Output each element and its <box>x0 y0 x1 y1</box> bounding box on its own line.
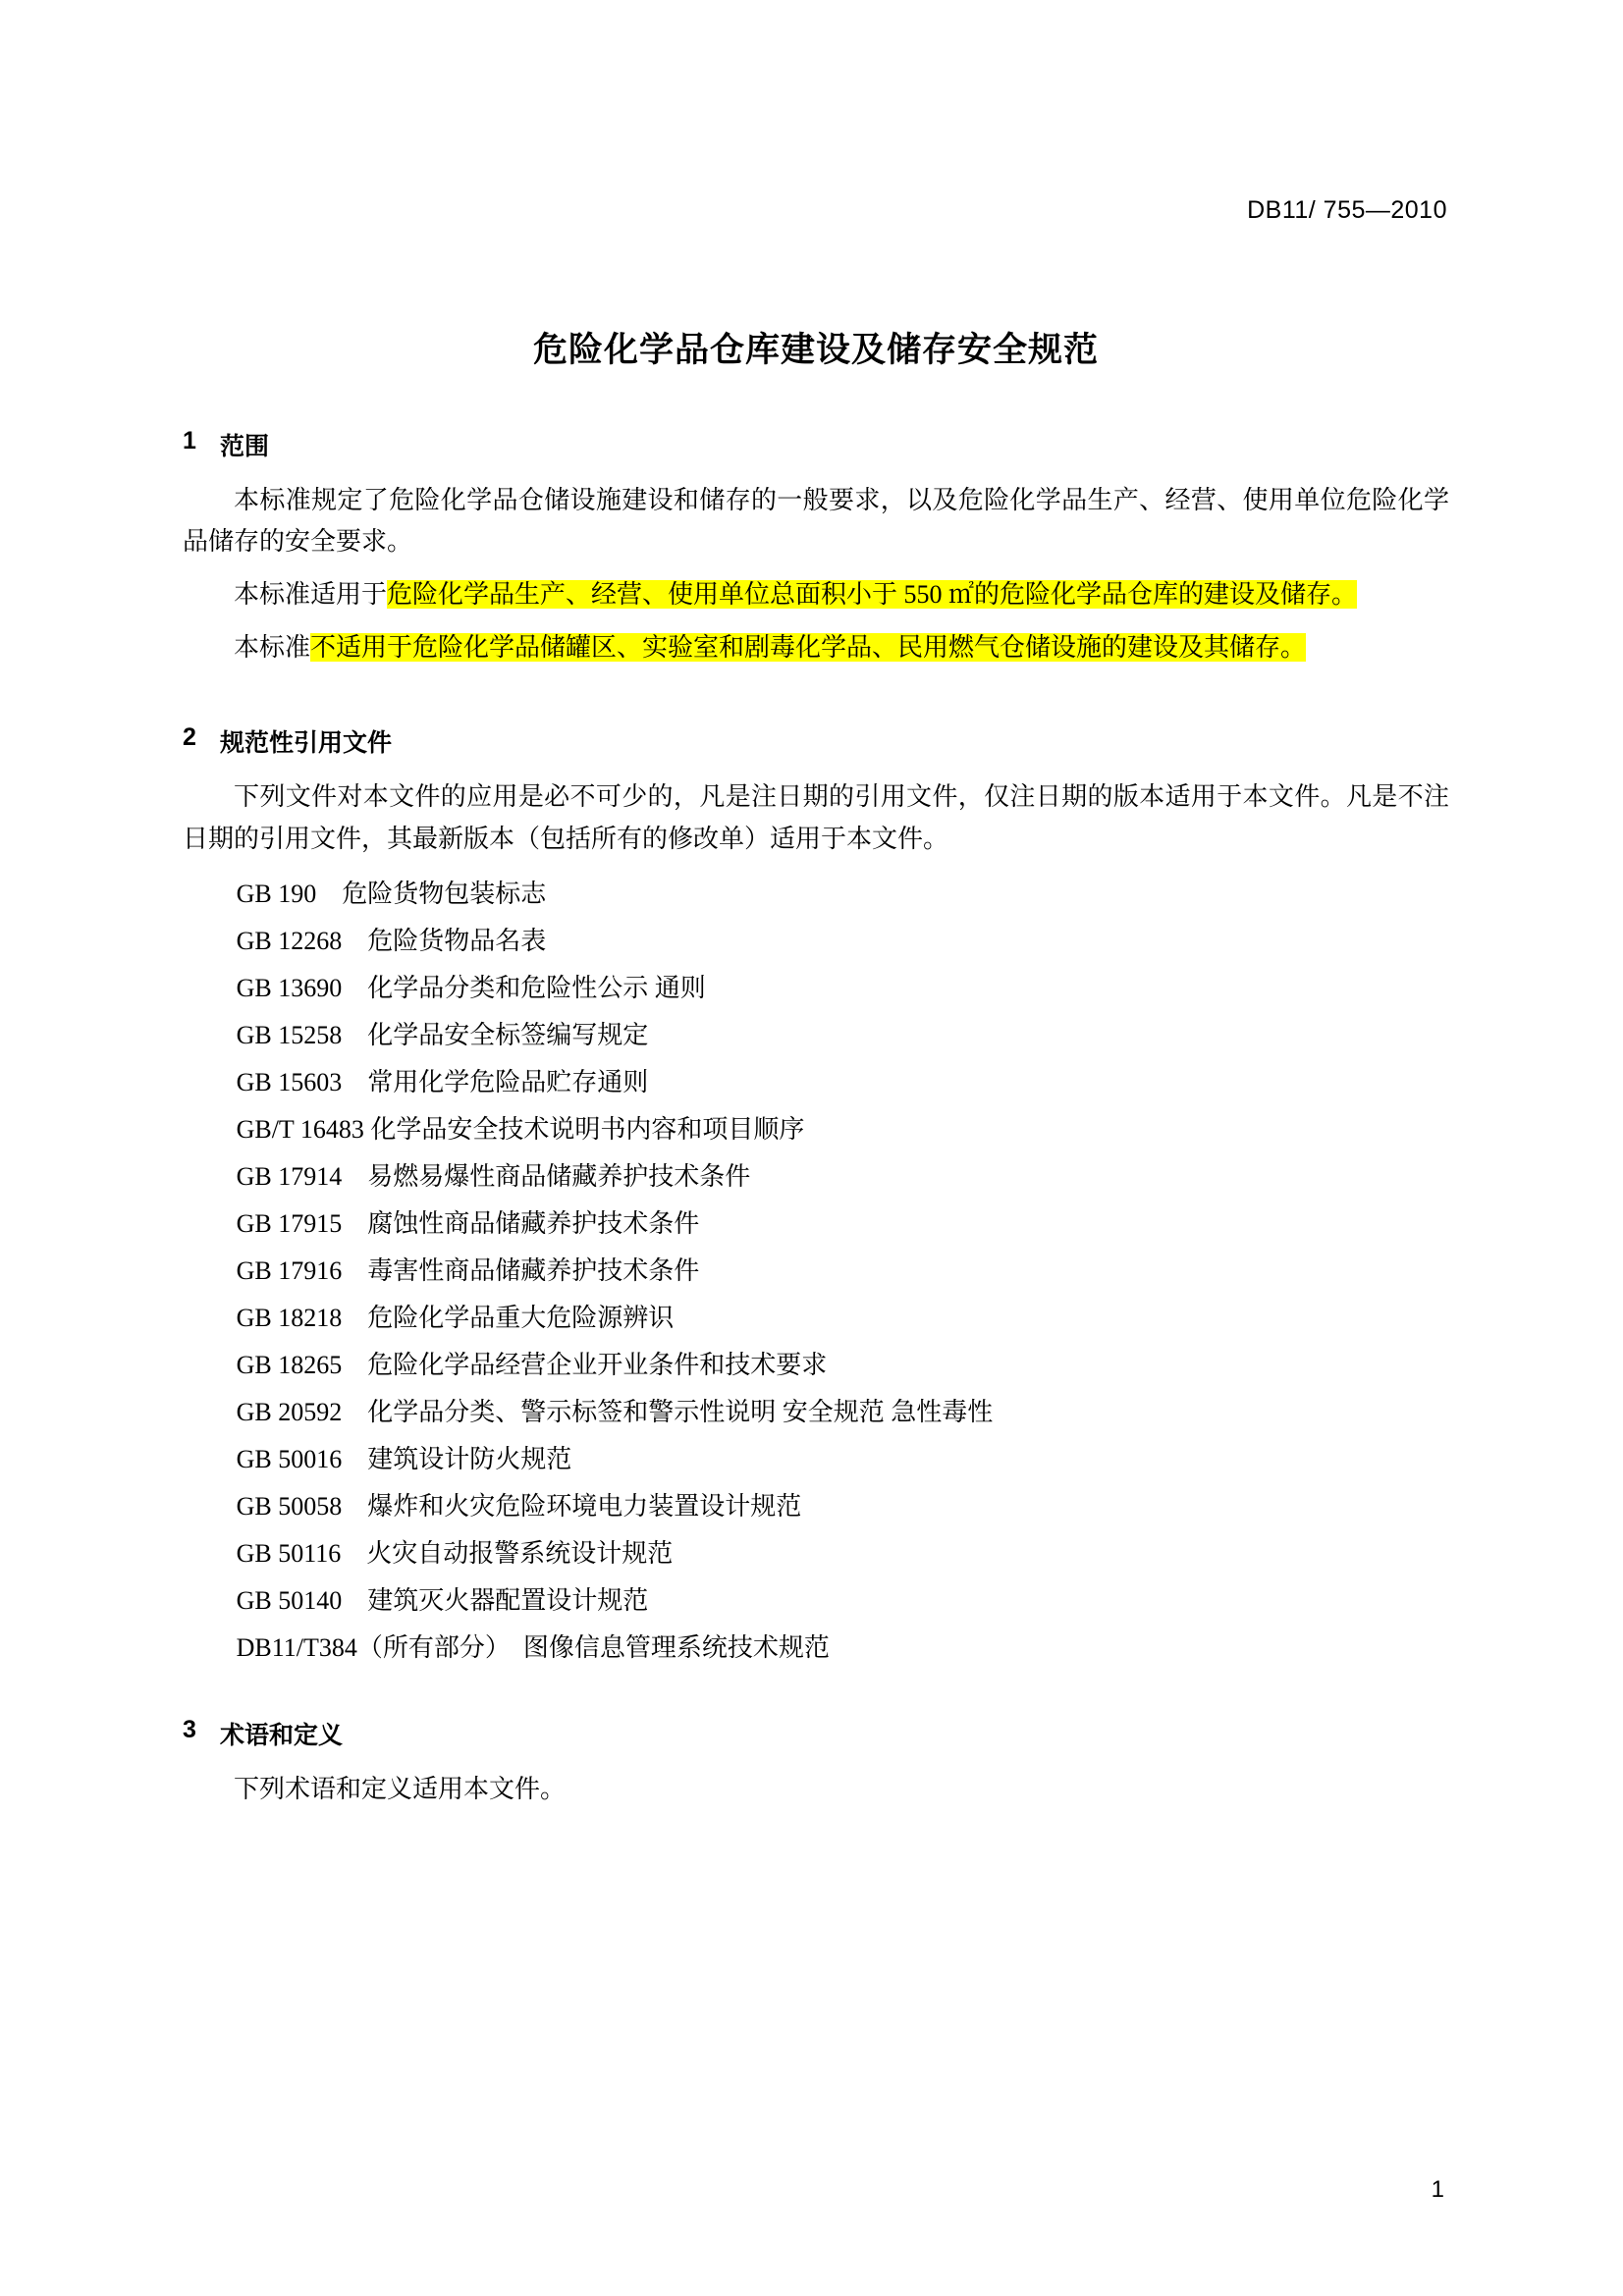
paragraph-text: 下列术语和定义适用本文件。 <box>234 1774 567 1803</box>
list-item: GB 13690 化学品分类和危险性公示 通则 <box>236 973 706 1002</box>
list-item: GB 17916 毒害性商品储藏养护技术条件 <box>236 1255 700 1285</box>
section-heading <box>183 1716 1449 1751</box>
paragraph-text: 下列文件对本文件的应用是必不可少的，凡是注日期的引用文件，仅注日期的版本适用于本文件。凡是不注日期的引用文件，其最新版本（包括所有的修改单）适用于本文件。 <box>183 782 1449 853</box>
section-heading <box>183 723 1449 759</box>
section-number: 3 <box>183 1715 196 1743</box>
paragraph-text: 本标准 <box>234 633 311 663</box>
paragraph <box>183 1769 1449 1810</box>
sections-container <box>183 427 1449 1810</box>
list-item: GB 190 危险货物包装标志 <box>236 879 547 908</box>
list-item: GB 50116 火灾自动报警系统设计规范 <box>236 1538 674 1568</box>
list-item: GB 17914 易燃易爆性商品储藏养护技术条件 <box>236 1161 751 1191</box>
list-item: GB 17915 腐蚀性商品储藏养护技术条件 <box>236 1208 700 1238</box>
section-number: 2 <box>183 723 196 752</box>
standard-number: DB11/ 755—2010 <box>1247 196 1447 224</box>
paragraph <box>183 480 1449 562</box>
paragraph <box>183 776 1449 859</box>
highlighted-text: 不适用于危险化学品储罐区、实验室和剧毒化学品、民用燃气仓储设施的建设及其储存。 <box>310 633 1307 663</box>
paragraph-text: 本标准规定了危险化学品仓储设施建设和储存的一般要求，以及危险化学品生产、经营、使用单位危险化学品储存的安全要求。 <box>183 486 1449 557</box>
section-title: 术语和定义 <box>220 1721 344 1749</box>
paragraph <box>183 627 1449 668</box>
section-title: 范围 <box>220 433 270 460</box>
section-number: 1 <box>183 427 196 454</box>
paragraph-text: 本标准适用于 <box>234 580 388 610</box>
section-title: 规范性引用文件 <box>220 729 393 758</box>
list-item: DB11/T384（所有部分） 图像信息管理系统技术规范 <box>236 1632 830 1662</box>
list-item: GB 50140 建筑灭火器配置设计规范 <box>236 1585 649 1615</box>
highlighted-text: 危险化学品生产、经营、使用单位总面积小于 550 ㎡的危险化学品仓库的建设及储存。 <box>387 580 1358 610</box>
document-title: 危险化学品仓库建设及储存安全规范 <box>532 331 1099 369</box>
normative-reference-list <box>183 881 1449 1661</box>
list-item: GB 15603 常用化学危险品贮存通则 <box>236 1067 649 1096</box>
list-item: GB 18265 危险化学品经营企业开业条件和技术要求 <box>236 1350 828 1379</box>
list-item: GB 15258 化学品安全标签编写规定 <box>236 1020 649 1049</box>
list-item: GB/T 16483 化学品安全技术说明书内容和项目顺序 <box>236 1114 805 1144</box>
list-item: GB 50016 建筑设计防火规范 <box>236 1444 572 1473</box>
paragraph <box>183 574 1449 615</box>
list-item: GB 18218 危险化学品重大危险源辨识 <box>236 1303 675 1332</box>
list-item: GB 20592 化学品分类、警示标签和警示性说明 安全规范 急性毒性 <box>236 1397 994 1426</box>
section-heading <box>183 427 1449 462</box>
list-item: GB 12268 危险货物品名表 <box>236 926 547 955</box>
page-number: 1 <box>1431 2176 1444 2203</box>
list-item: GB 50058 爆炸和火灾危险环境电力装置设计规范 <box>236 1491 802 1521</box>
page-content <box>183 0 1449 1810</box>
